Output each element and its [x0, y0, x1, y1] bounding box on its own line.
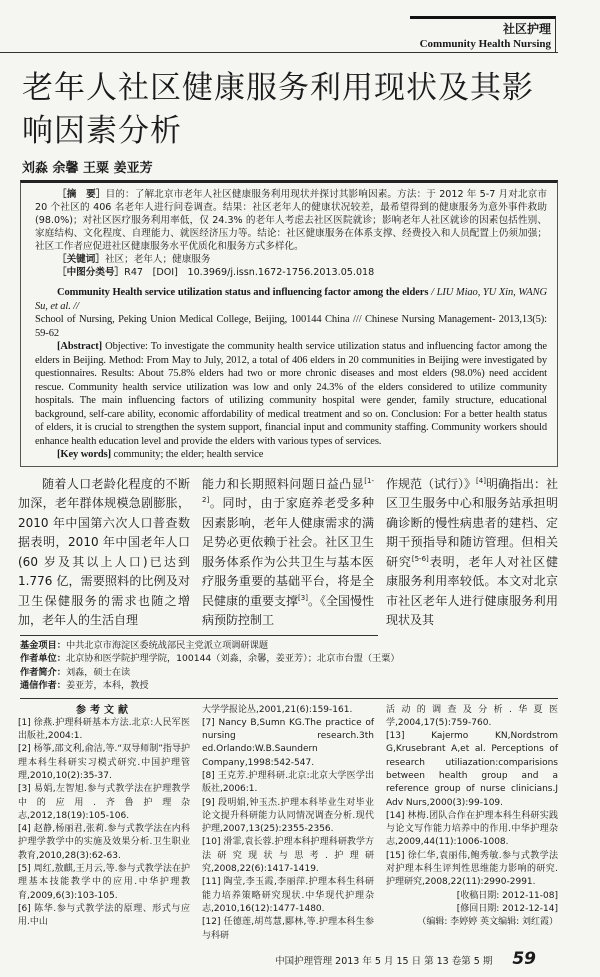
- reference-item: [12] 任德莲,胡茑慧,郾林,等.护理本科生参与科研: [202, 917, 374, 941]
- reference-item: [14] 林梅.团队合作在护理本科生科研实践与论文写作能力培养中的作用.中华护理杂志,2009,44(11):1006-1008.: [386, 810, 558, 848]
- footnote-label: 作者简介：: [20, 666, 66, 678]
- authors: 刘淼 余馨 王粟 姜亚芳: [22, 161, 153, 176]
- body-text: [18, 475, 558, 631]
- abstract-en-label: [Abstract]: [57, 341, 103, 352]
- footnote-text: 姜亚芳，本科，教授: [65, 680, 149, 691]
- abstract-cn: [35, 188, 547, 253]
- english-title: Community Health service utilization status and influencing factor among the elders: [57, 287, 429, 298]
- reference-item: 大学学报论丛,2001,21(6):159-161.: [202, 704, 353, 715]
- reference-item: [11] 陶莹,李玉霞,李丽萍.护理本科生科研能力培养策略研究现状.中华现代护理杂志,2010,16(12):1477-1480.: [202, 877, 374, 914]
- page-footer: [18, 949, 558, 969]
- keywords-en: [35, 448, 547, 462]
- reference-item: [2] 杨筝,邵文利,俞洁,等.“双导师制”指导护理本科生科研实习模式研究.中国护理管理,2010,10(2):35-37.: [18, 744, 190, 781]
- reference-item: [5] 周红,敖麒,王月云,等.参与式教学法在护理基本技能教学中的应用.中华护理教育,2009,6(3):103-105.: [18, 864, 190, 901]
- body-text-span: 明确指出：社区卫生服务中心和服务站承担明确诊断的慢性病患者的建档、定期干预指导和随访管理。但相关研究: [386, 476, 558, 569]
- reference-item: [7] Nancy B,Sumn KG.The practice of nursing research.3th ed.Orlando:W.B.Saundern Company,1998:542-547.: [202, 717, 374, 768]
- body-text-span: 表明，老年人对社区健康服务利用率较低。本文对北京市社区老年人进行健康服务利用现状及其: [386, 554, 558, 627]
- citation: [1-2]: [202, 476, 374, 504]
- article-footnotes: [20, 639, 558, 693]
- fund-line: [20, 639, 558, 653]
- reference-received: [收稿日期: 2012-11-08]: [456, 890, 558, 901]
- reference-item: [3] 易娟,左智旭.参与式教学法在护理教学中的应用.齐鲁护理杂志,2012,18(19):105-106.: [18, 784, 190, 821]
- body-text-span: 。同时，由于家庭养老受多种因素影响，老年人健康需求的满足势必更依赖于社会。社区卫生服务体系作为公共卫生与基本医疗服务重要的基础平台，将是全民健康的重要支撑: [202, 496, 374, 608]
- section-name-cn: 社区护理: [502, 22, 551, 36]
- references-heading: 参考文献: [76, 704, 132, 716]
- reference-item: [8] 王克芳.护理科研.北京:北京大学医学出版社,2006:1.: [202, 770, 374, 795]
- body-text-span: 能力和长期照料问题日益凸显: [202, 476, 365, 491]
- reference-item: [15] 徐仁华,袁丽伟,鲍秀敏.参与式教学法对护理本科生评判性思维能力影响的研究.护理研究,2008,22(11):2990-2991.: [386, 850, 558, 888]
- footnote-text: 中共北京市海淀区委统战部民主党派立项调研课题: [65, 639, 269, 651]
- reference-item: [9] 段明娟,钟玉杰.护理本科毕业生对毕业论文提升科研能力认同情况调查分析.现代护理,2007,13(25):2355-2356.: [202, 797, 374, 835]
- body-text-span: 作规范（试行）》: [386, 476, 477, 491]
- footnote-label: 通信作者：: [20, 680, 66, 691]
- english-title-line: [35, 286, 547, 313]
- reference-item: [4] 赵静,杨丽君,张莉.参与式教学法在内科护理学教学中的实施及效果分析.卫生职业教育,2010,28(3):62-63.: [18, 824, 190, 861]
- body-text-span: 。《全国慢性病预防控制工: [202, 593, 374, 627]
- section-name-en: Community Health Nursing: [419, 38, 551, 50]
- reference-item: [10] 滑霏,袁长蓉.护理本科护理科研教学方法研究现状与思考.护理研究,2008,22(6):1417-1419.: [202, 837, 374, 875]
- affiliation-line: [20, 652, 558, 666]
- corresponding-author-line: [20, 679, 558, 693]
- author-bio-line: [20, 666, 558, 680]
- footnote-text: 北京协和医学院护理学院，100144（刘淼，余馨，姜亚芳）；北京市台盟（王粟）: [65, 653, 400, 664]
- reference-item: [1] 徐燕.护理科研基本方法.北京:人民军医出版社,2004:1.: [18, 717, 190, 742]
- page-number: 59: [512, 948, 536, 969]
- classification: [35, 266, 547, 279]
- section-header-wrap: [18, 16, 558, 52]
- references-column-3: [386, 704, 558, 943]
- journal-issue: 中国护理管理 2013 年 5 月 15 日 第 13 卷第 5 期: [275, 955, 493, 967]
- reference-item: [13] Kajermo KN,Nordstrom G,Krusebrant A,et al. Perceptions of research utiliazation:comparisions between health group and a reference group of nurse clinicians.J Adv Nurs,2000(3):99-109.: [386, 731, 558, 808]
- keywords-en-label: [Key words]: [57, 449, 112, 460]
- abstract-box: [20, 180, 558, 467]
- keywords-label: ［关键词］: [57, 254, 105, 265]
- body-column-1: 随着人口老龄化程度的不断加深，老年群体规模急剧膨胀，2010 年中国第六次人口普查数据表明，2010 年中国老年人口(60 岁及其以上人口)已达到 1.776 亿，需要照料的比例及对卫生保健服务的需求也随之增加，老年人的生活自理: [18, 476, 190, 627]
- references-column-2: [202, 704, 374, 943]
- references-rule: [20, 698, 558, 699]
- footnote-text: 刘淼，硕士在读: [65, 666, 131, 678]
- article-title: 老年人社区健康服务利用现状及其影响因素分析: [22, 70, 534, 149]
- reference-revised: [修回日期: 2012-12-14]: [456, 903, 558, 914]
- citation: [5-6]: [411, 554, 429, 563]
- body-column-2: [202, 475, 374, 631]
- references: [18, 704, 558, 943]
- citation: [3]: [298, 593, 308, 602]
- keywords-text: 社区；老年人；健康服务: [104, 254, 211, 265]
- reference-editors: （编辑: 李婷婷 英文编辑: 刘红霞）: [417, 917, 558, 928]
- classification-label: ［中图分类号］: [57, 267, 125, 278]
- english-affiliation: School of Nursing, Peking Union Medical College, Beijing, 100144 China /// Chinese Nursing Management- 2013,13(5): 59-62: [35, 314, 547, 339]
- body-column-3: [386, 475, 558, 631]
- keywords-en-text: community; the elder; health service: [111, 449, 264, 460]
- abstract-en-text: Objective: To investigate the community health service utilization status and influencing factor among the elders in Beijing. Method: From May to July, 2012, a total of 406 elders in 20 communities in Beijing were investigated by questionnaires. Results: About 75.8% elders had two or more chronic diseases and most elders (98.0%) need accident rescue. Community health service utilization was low and only 24.3% of the elders considered to utilize community hospitals. The main influencing factors of utilizing community hospital were gender, family structure, educational background, self-care ability, economic affordability of medical treatment and so on. Conclusion: For a better health status of elders, it is crucial to strengthen the system support, financial input and community staffing. Community workers should enhance health education level and provide the elders with various types of services.: [35, 341, 547, 447]
- abstract-label: ［摘 要］: [57, 189, 106, 200]
- abstract-text: 目的：了解北京市老年人社区健康服务利用现状并探讨其影响因素。方法：于 2012 年 5-7 月对北京市 20 个社区的 406 名老年人进行问卷调查。结果：社区老年人的健康状况较差，最希望得到的健康服务为意外事件救助(98.0%)；对社区医疗服务利用率低，仅 24.3% 的老年人考虑去社区医院就诊；影响老年人社区就诊的因素包括性别、家庭结构、文化程度、自理能力、就医经济压力等。结论：社区健康服务在体系支撑、经费投入和人员配置上仍须加强；社区工作者应促进社区健康服务水平优质化和服务方式多样化。: [35, 189, 547, 252]
- footnote-label: 基金项目：: [20, 639, 66, 651]
- reference-item: 活动的调查及分析.华夏医学,2004,17(5):759-760.: [386, 704, 558, 728]
- classification-text: R47 [DOI] 10.3969/j.issn.1672-1756.2013.05.018: [124, 267, 375, 278]
- references-column-1: [18, 704, 190, 943]
- reference-item: [6] 陈华.参与式教学法的原理、形式与应用.中山: [18, 903, 190, 928]
- footnote-rule: [20, 635, 378, 636]
- english-authors: / LIU Miao, YU Xin, WANG Su, et al. //: [35, 287, 547, 312]
- section-header: [410, 16, 556, 52]
- header-rule: [0, 52, 558, 53]
- citation: [4]: [476, 476, 486, 485]
- keywords-cn: [35, 253, 547, 266]
- abstract-en: [35, 340, 547, 448]
- footnote-label: 作者单位：: [20, 653, 66, 664]
